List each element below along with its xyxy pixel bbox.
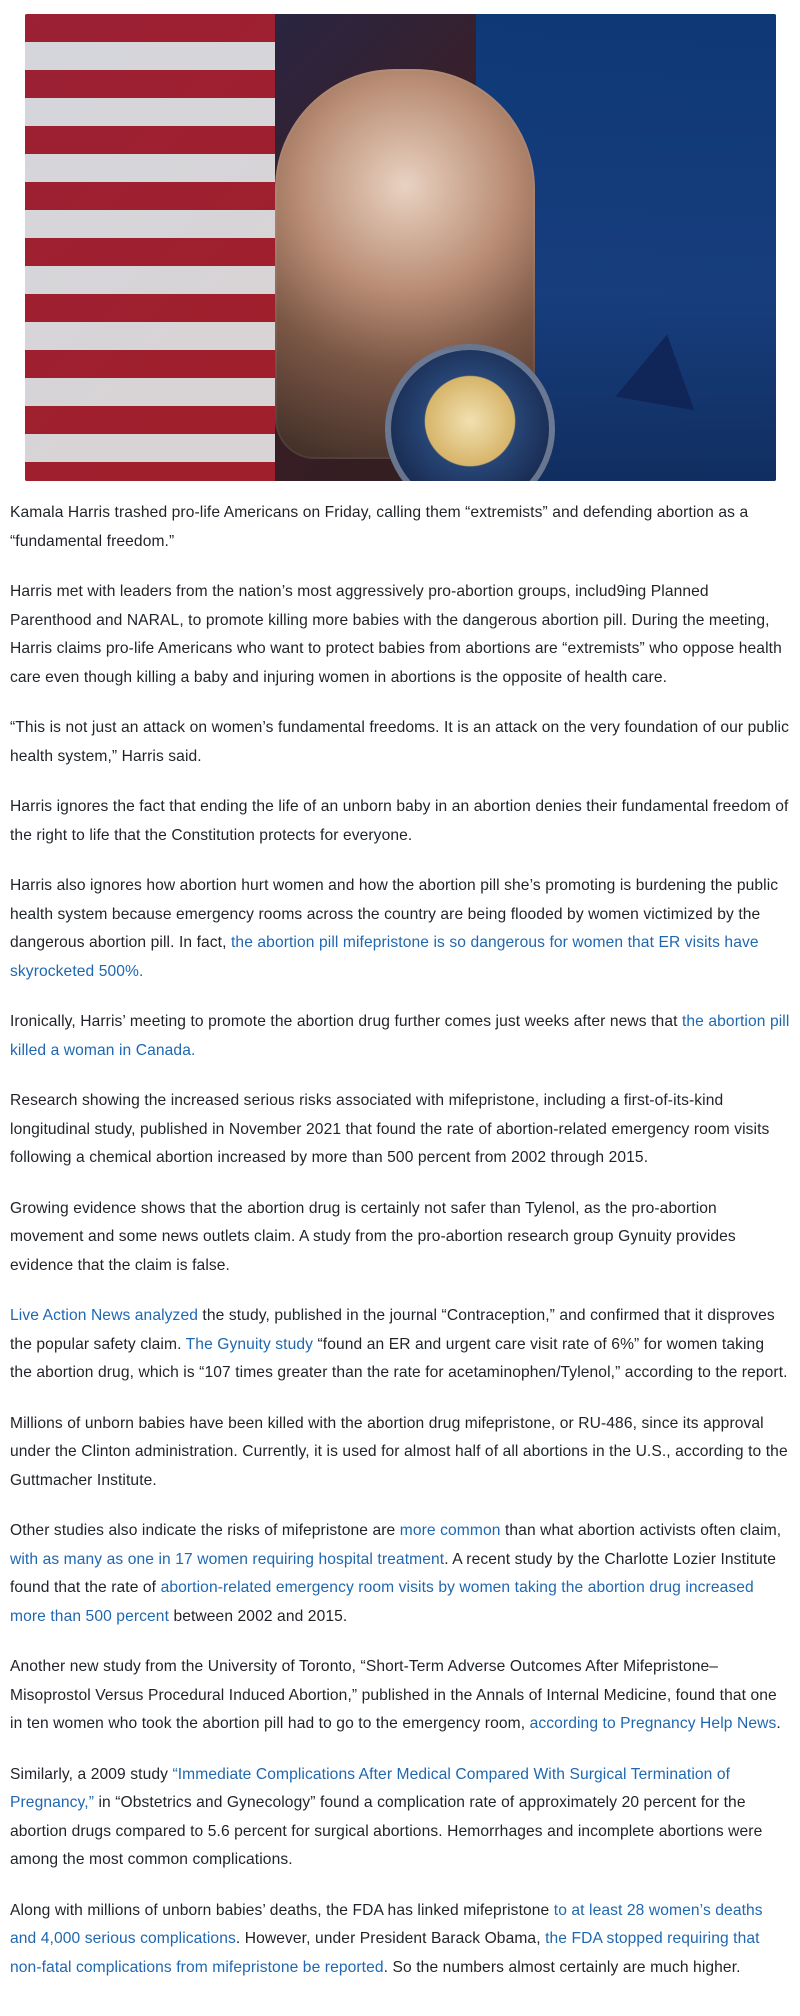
paragraph-text: Ironically, Harris’ meeting to promote the abortion drug further comes just weeks after news that [10, 1013, 682, 1030]
paragraph-text: Harris met with leaders from the nation’s most aggressively pro-abortion groups, includ9ing Planned Parenthood and NARAL, to promote killing more babies with the dangerous abortion pill. During the meeting, Harris claims pro-life Americans who want to protect babies from abortions are “extremists” who oppose health care even though killing a baby and injuring women in abortions is the opposite of health care. [10, 583, 782, 686]
inline-link[interactable]: according to Pregnancy Help News [529, 1715, 777, 1732]
article-paragraph [10, 1761, 790, 1875]
article-paragraph [10, 578, 790, 692]
paragraph-text: Millions of unborn babies have been killed with the abortion drug mifepristone, or RU-486, since its approval under the Clinton administration. Currently, it is used for almost half of all abortions in the U.S., according to the Guttmacher Institute. [10, 1414, 788, 1489]
article-paragraph [10, 1410, 790, 1496]
inline-link[interactable]: with as many as one in 17 women requiring hospital treatment [10, 1550, 445, 1568]
hero-image [25, 14, 776, 481]
article-paragraph [10, 1008, 790, 1065]
paragraph-text: Research showing the increased serious risks associated with mifepristone, including a first-of-its-kind longitudinal study, published in November 2021 that found the rate of abortion-related emergency room visits following a chemical abortion increased by more than 500 percent from 2002 through 2015. [10, 1092, 770, 1166]
article-paragraph [10, 499, 790, 556]
paragraph-text: Kamala Harris trashed pro-life Americans on Friday, calling them “extremists” and defending abortion as a “fundamental freedom.” [10, 504, 749, 550]
paragraph-text: Harris also ignores how abortion hurt women and how the abortion pill she’s promoting is burdening the public health system because emergency rooms across the country are being flooded by women victimized by the dangerous abortion pill. In fact, [10, 877, 779, 951]
article-paragraph [10, 1653, 790, 1739]
article-paragraph [10, 1195, 790, 1281]
paragraph-text: Other studies also indicate the risks of mifepristone are [10, 1522, 400, 1539]
paragraph-text: . However, under President Barack Obama, [235, 1930, 546, 1947]
paragraph-text: . So the numbers almost certainly are much higher. [383, 1958, 741, 1976]
inline-link[interactable]: to at least 28 women’s deaths and 4,000 serious complications [10, 1901, 763, 1947]
paragraph-text: “found an ER and urgent care visit rate of 6%” for women taking the abortion drug, which is “107 times greater than the rate for acetaminophen/Tylenol,” according to the report. [10, 1335, 788, 1381]
inline-link[interactable]: The Gynuity study [185, 1335, 314, 1353]
paragraph-text: the study, published in the journal “Contraception,” and confirmed that it disproves the popular safety claim. [10, 1307, 775, 1353]
article-paragraph [10, 1302, 790, 1388]
article-paragraph [10, 872, 790, 986]
star-shape [615, 328, 706, 411]
paragraph-text: than what abortion activists often claim, [500, 1522, 782, 1539]
article-paragraph [10, 793, 790, 850]
inline-link[interactable]: the FDA stopped requiring that non-fatal complications from mifepristone be reported [10, 1930, 760, 1976]
paragraph-text: “This is not just an attack on women’s fundamental freedoms. It is an attack on the very foundation of our public health system,” Harris said. [10, 719, 789, 765]
paragraph-text: Harris ignores the fact that ending the life of an unborn baby in an abortion denies their fundamental freedom of the right to life that the Constitution protects for everyone. [10, 798, 789, 844]
inline-link[interactable]: the abortion pill killed a woman in Canada. [10, 1013, 790, 1059]
paragraph-text: . [776, 1715, 781, 1732]
paragraph-text: Growing evidence shows that the abortion drug is certainly not safer than Tylenol, as the pro-abortion movement and some news outlets claim. A study from the pro-abortion research group Gynuity provides evidence that the claim is false. [10, 1199, 736, 1274]
inline-link[interactable]: abortion-related emergency room visits by women taking the abortion drug increased more than 500 percent [10, 1579, 754, 1625]
inline-link[interactable]: “Immediate Complications After Medical Compared With Surgical Termination of Pregnancy,” [10, 1765, 731, 1811]
article-paragraph [10, 1087, 790, 1173]
paragraph-text: . A recent study by the Charlotte Lozier Institute found that the rate of [10, 1550, 776, 1596]
paragraph-text: Similarly, a 2009 study [10, 1765, 173, 1783]
article-body [10, 499, 790, 1982]
paragraph-text: Another new study from the University of Toronto, “Short-Term Adverse Outcomes After Mifepristone–Misoprostol Versus Procedural Induced Abortion,” published in the Annals of Internal Medicine, found that one in ten women who took the abortion pill had to go to the emergency room, [10, 1658, 777, 1732]
inline-link[interactable]: Live Action News analyzed [10, 1307, 198, 1324]
inline-link[interactable]: more common [399, 1522, 501, 1539]
inline-link[interactable]: the abortion pill mifepristone is so dangerous for women that ER visits have skyrocketed 500%. [10, 934, 759, 980]
paragraph-text: between 2002 and 2015. [169, 1607, 348, 1625]
article-paragraph [10, 714, 790, 771]
flag-stripes [25, 14, 275, 481]
paragraph-text: in “Obstetrics and Gynecology” found a complication rate of approximately 20 percent for the abortion drugs compared to 5.6 percent for surgical abortions. Hemorrhages and incomplete abortions were among the most common complications. [10, 1794, 763, 1868]
article-paragraph [10, 1517, 790, 1631]
paragraph-text: Along with millions of unborn babies’ deaths, the FDA has linked mifepristone [10, 1901, 554, 1919]
article-paragraph [10, 1897, 790, 1983]
